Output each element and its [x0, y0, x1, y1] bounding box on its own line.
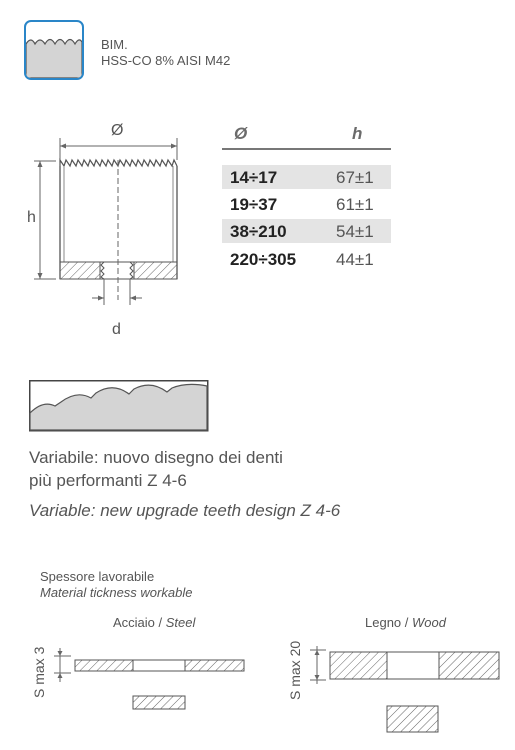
thickness-title-it: Spessore lavorabile: [40, 569, 155, 584]
wood-label-en: Wood: [412, 615, 446, 630]
steel-label-en: Steel: [165, 615, 196, 630]
material-line-1: BIM.: [101, 37, 128, 52]
material-line-2: HSS-CO 8% AISI M42: [101, 53, 231, 68]
row-height: 67±1: [336, 168, 374, 187]
row-diameter: 220÷305: [230, 250, 297, 269]
teeth-description-it-line2: più performanti Z 4-6: [29, 471, 187, 490]
row-height: 54±1: [336, 222, 374, 241]
thickness-title-en: Material tickness workable: [40, 585, 193, 600]
table-row: [222, 219, 391, 243]
wood-max-label: S max 20: [287, 640, 303, 700]
thickness-diagrams: [0, 640, 515, 750]
steel-thickness-diagram: [54, 648, 244, 709]
steel-label: [113, 615, 195, 630]
height-label: h: [27, 209, 36, 226]
pilot-label: d: [112, 321, 121, 338]
teeth-profile-diagram: [29, 380, 209, 432]
table-header-diameter: Ø: [234, 124, 248, 143]
table-header-height: h: [352, 124, 363, 143]
hole-saw-diagram: [0, 0, 200, 330]
steel-label-it: Acciaio /: [113, 615, 166, 630]
table-row: [222, 247, 391, 271]
wood-label: [365, 615, 446, 630]
diameter-label: Ø: [111, 122, 124, 139]
row-diameter: 19÷37: [230, 195, 278, 214]
table-header-rule: [222, 148, 391, 150]
row-diameter: 38÷210: [230, 222, 287, 241]
row-height: 44±1: [336, 250, 374, 269]
row-height: 61±1: [336, 195, 374, 214]
teeth-description-it-line1: Variabile: nuovo disegno dei denti: [29, 448, 283, 467]
wood-thickness-diagram: [310, 646, 499, 732]
wood-label-it: Legno /: [365, 615, 412, 630]
table-row: [222, 165, 391, 189]
table-row: [222, 192, 391, 216]
row-diameter: 14÷17: [230, 168, 278, 187]
teeth-description-en: Variable: new upgrade teeth design Z 4-6: [29, 501, 341, 520]
steel-max-label: S max 3: [31, 646, 47, 698]
